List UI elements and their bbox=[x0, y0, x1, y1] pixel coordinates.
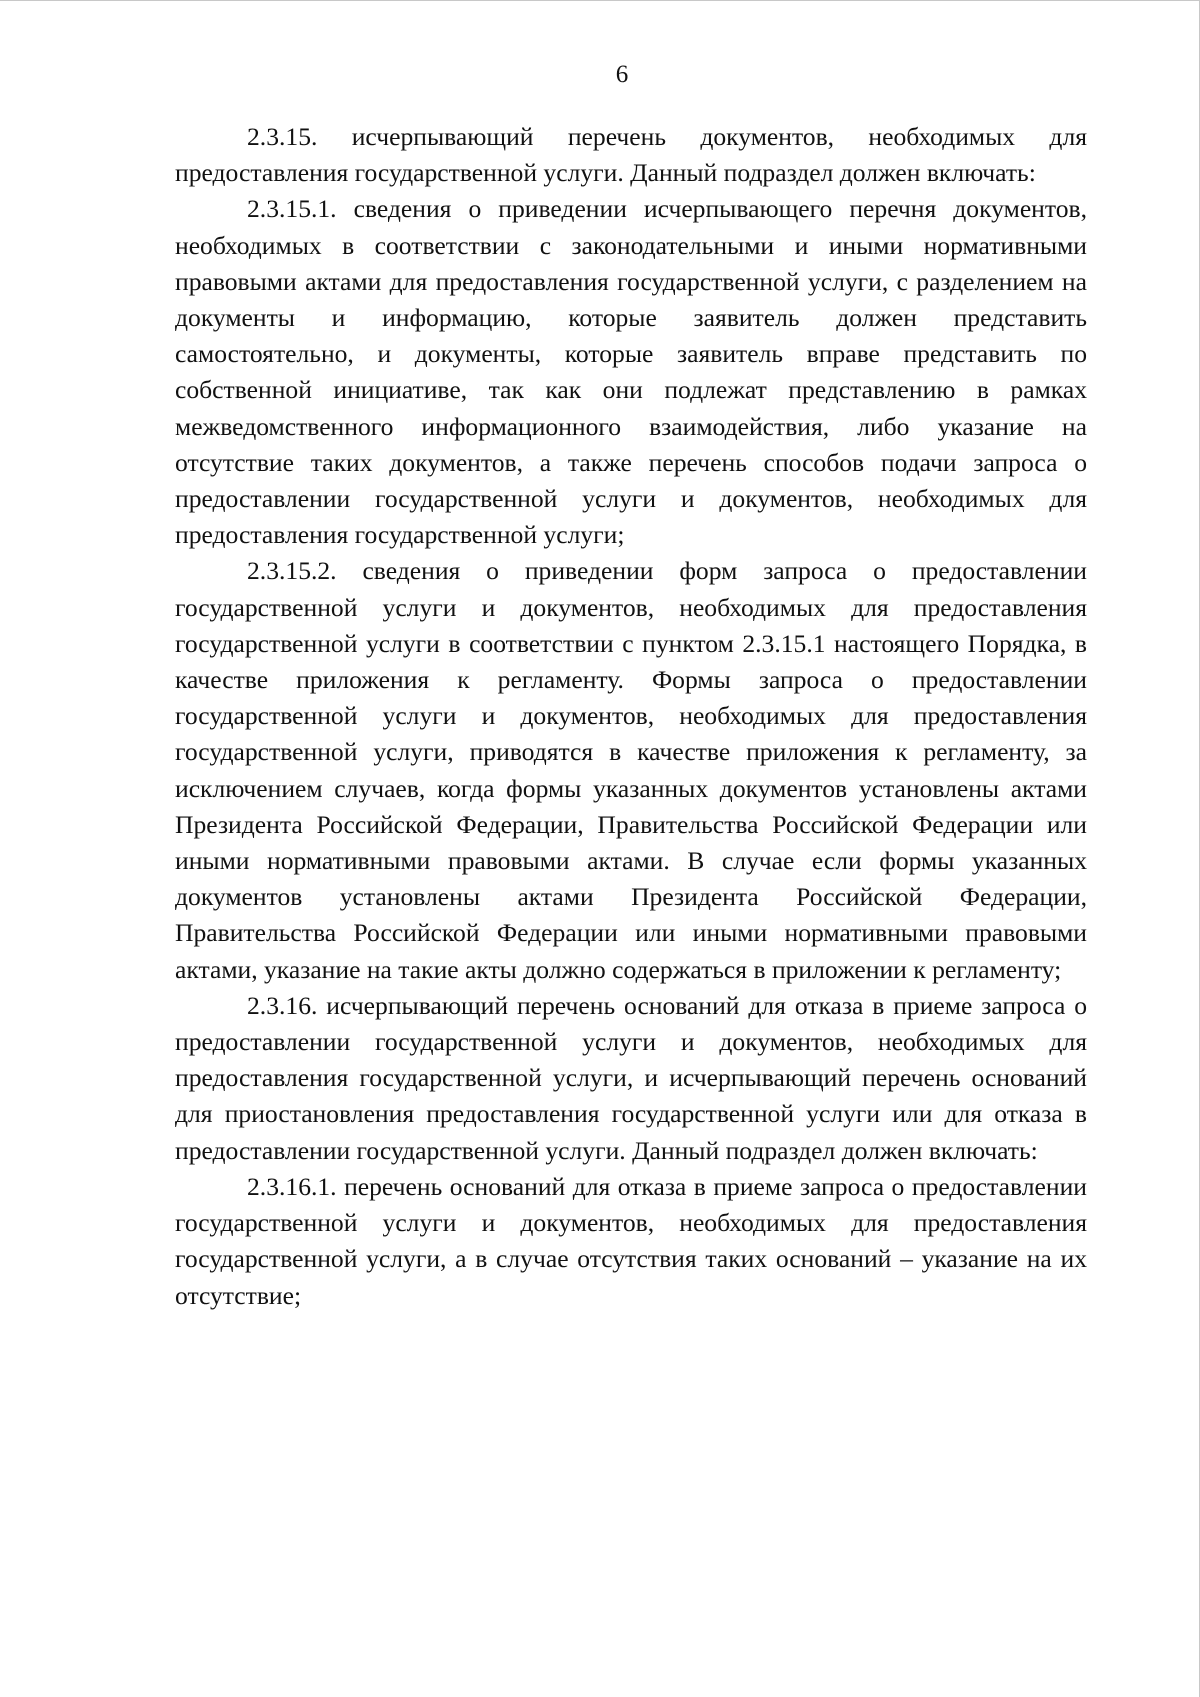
paragraph-2-3-16: 2.3.16. исчерпывающий перечень оснований для отказа в приеме запроса о предоставлении государственной услуги и документов, необходимых для предоставления государственной услуги, и исчерпывающий перечень оснований для приостановления предоставления государственной услуги или для отказа в предоставлении государственной услуги. Данный подраздел должен включать: bbox=[175, 990, 1087, 1165]
page-number: 6 bbox=[615, 61, 629, 88]
paragraph-2-3-15: 2.3.15. исчерпывающий перечень документов, необходимых для предоставления государственной услуги. Данный подраздел должен включать: bbox=[175, 122, 1087, 188]
paragraph-2-3-16-1: 2.3.16.1. перечень оснований для отказа в приеме запроса о предоставлении государственной услуги и документов, необходимых для предоставления государственной услуги, а в случае отсутствия таких оснований – указание на их отсутствие; bbox=[175, 1171, 1087, 1310]
document-body bbox=[175, 119, 1087, 1314]
paragraph-2-3-15-1: 2.3.15.1. сведения о приведении исчерпывающего перечня документов, необходимых в соответствии с законодательными и иными нормативными правовыми актами для предоставления государственной услуги, с разделением на документы и информацию, которые заявитель должен представить самостоятельно, и документы, которые заявитель вправе представить по собственной инициативе, так как они подлежат представлению в рамках межведомственного информационного взаимодействия, либо указание на отсутствие таких документов, а также перечень способов подачи запроса о предоставлении государственной услуги и документов, необходимых для предоставления государственной услуги; bbox=[175, 194, 1087, 550]
paragraph-2-3-15-2: 2.3.15.2. сведения о приведении форм запроса о предоставлении государственной услуги и документов, необходимых для предоставления государственной услуги в соответствии с пунктом 2.3.15.1 настоящего Порядка, в качестве приложения к регламенту. Формы запроса о предоставлении государственной услуги и документов, необходимых для предоставления государственной услуги, приводятся в качестве приложения к регламенту, за исключением случаев, когда формы указанных документов установлены актами Президента Российской Федерации, Правительства Российской Федерации или иными нормативными правовыми актами. В случае если формы указанных документов установлены актами Президента Российской Федерации, Правительства Российской Федерации или иными нормативными правовыми актами, указание на такие акты должно содержаться в приложении к регламенту; bbox=[175, 556, 1087, 984]
